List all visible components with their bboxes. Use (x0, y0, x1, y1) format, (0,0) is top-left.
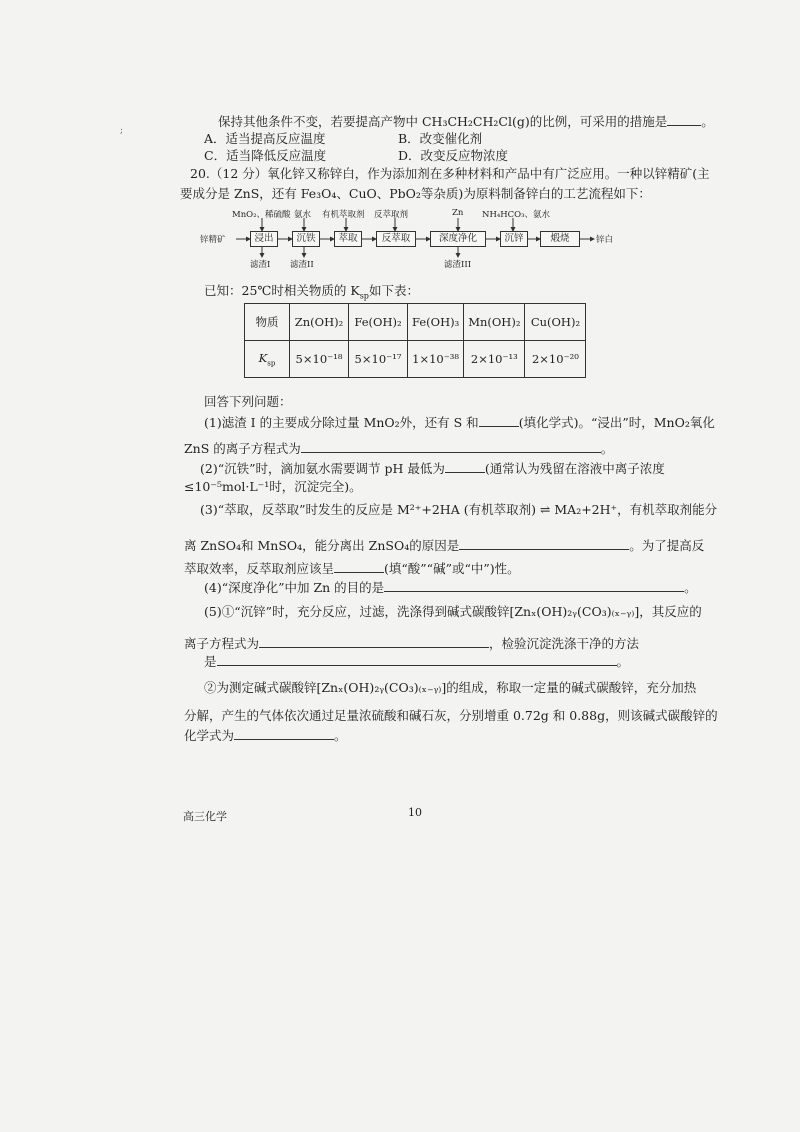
table-header: 物质 (245, 304, 290, 341)
part-2-text-a: (2)“沉铁”时，滴加氨水需要调节 pH 最低为 (200, 461, 445, 476)
option-a: A．适当提高反应温度 (204, 131, 326, 146)
table-header: Cu(OH)₂ (525, 304, 586, 341)
answer-blank[interactable] (445, 461, 485, 473)
ksp-table (244, 303, 586, 378)
known-line (204, 283, 419, 305)
flow-output-3: 滤渣III (444, 260, 472, 270)
part-5b-line-b: 分解，产生的气体依次通过足量浓硫酸和碱石灰，分别增重 0.72g 和 0.88g，则该碱式碳酸锌的 (184, 708, 718, 723)
part-5b-line-c (184, 728, 347, 744)
scan-mark: ; (120, 126, 124, 136)
option-c: C．适当降低反应温度 (204, 148, 327, 163)
q19-line (218, 114, 714, 130)
flow-step-calcination: 煅烧 (540, 231, 580, 247)
answer-blank[interactable] (301, 441, 601, 453)
answer-heading: 回答下列问题： (204, 394, 292, 409)
part-5b-text-c: 化学式为 (184, 728, 235, 743)
answer-blank[interactable] (459, 538, 629, 550)
part-5-line-a: (5)①“沉锌”时，充分反应，过滤，洗涤得到碱式碳酸锌[Znₓ(OH)₂ᵧ(CO₃)₍ₓ₋ᵧ₎]，其反应的 (204, 604, 702, 619)
flow-input-5: Zn (452, 208, 464, 218)
part-1-text-c: ZnS 的离子方程式为 (184, 441, 301, 456)
option-d: D．改变反应物浓度 (398, 148, 509, 163)
part-3-line-a: (3)“萃取，反萃取”时发生的反应是 M²⁺+2HA (有机萃取剂) ⇌ MA₂+2H⁺，有机萃取剂能分 (200, 502, 718, 517)
answer-blank[interactable] (259, 636, 489, 648)
part-1-text-a: (1)滤渣 I 的主要成分除过量 MnO₂外，还有 S 和 (204, 415, 479, 430)
table-cell: 2×10⁻¹³ (464, 341, 525, 378)
known-sub: sp (359, 291, 369, 301)
table-row (245, 341, 586, 378)
q20-intro-2: 要成分是 ZnS，还有 Fe₃O₄、CuO、PbO₂等杂质)为原料制备锌白的工艺流程如下： (180, 186, 651, 201)
ksp-label: K (258, 350, 268, 365)
period: 。 (616, 654, 630, 669)
answer-blank[interactable] (234, 728, 334, 740)
part-2-text-b: (通常认为残留在溶液中离子浓度 (484, 461, 665, 476)
period: 。 (684, 580, 697, 595)
answer-blank[interactable] (334, 561, 384, 573)
part-4-text: (4)“深度净化”中加 Zn 的目的是 (204, 580, 385, 595)
answer-blank[interactable] (479, 415, 519, 427)
known-end: 如下表： (368, 283, 419, 298)
flow-step-deep-purification: 深度净化 (430, 231, 486, 247)
process-flowchart (200, 208, 620, 270)
part-5-text-d: 是 (204, 654, 217, 669)
table-header: Mn(OH)₂ (464, 304, 525, 341)
q19-text: 保持其他条件不变，若要提高产物中 CH₃CH₂CH₂Cl(g)的比例，可采用的措施是 (218, 114, 668, 129)
table-row-label (245, 341, 290, 378)
part-2-line-b: ≤10⁻⁵mol·L⁻¹时，沉淀完全)。 (184, 479, 362, 494)
table-row (245, 304, 586, 341)
answer-blank[interactable] (384, 580, 684, 592)
answer-blank[interactable] (667, 114, 701, 126)
part-2-line-a (200, 461, 665, 477)
flow-start: 锌精矿 (200, 235, 226, 245)
flow-step-extraction: 萃取 (334, 231, 362, 247)
part-1-line-b (184, 441, 613, 457)
table-cell: 1×10⁻³⁸ (408, 341, 464, 378)
part-5-text-b: 离子方程式为 (184, 636, 260, 651)
flow-step-iron-removal: 沉铁 (292, 231, 320, 247)
flow-input-6: NH₄HCO₃、氨水 (482, 210, 551, 220)
table-cell: 2×10⁻²⁰ (525, 341, 586, 378)
table-cell: 5×10⁻¹⁸ (290, 341, 349, 378)
table-header: Fe(OH)₃ (408, 304, 464, 341)
part-5-line-c (204, 654, 629, 670)
footer-subject: 高三化学 (183, 810, 227, 823)
part-3-line-b (184, 538, 704, 554)
page-number: 10 (408, 806, 422, 819)
q20-intro-1: 20.（12 分）氧化锌又称锌白，作为添加剂在多种材料和产品中有广泛应用。一种以锌精矿(主 (190, 166, 710, 181)
flow-input-2: 氨水 (294, 210, 312, 220)
table-cell: 5×10⁻¹⁷ (349, 341, 408, 378)
part-5-text-c: ，检验沉淀洗涤干净的方法 (489, 636, 640, 651)
flow-output-2: 滤渣II (290, 260, 314, 270)
part-5b-line-a: ②为测定碱式碳酸锌[Znₓ(OH)₂ᵧ(CO₃)₍ₓ₋ᵧ₎]的组成，称取一定量的碱式碳酸锌，充分加热 (204, 680, 697, 695)
part-3-text-b: 离 ZnSO₄和 MnSO₄，能分离出 ZnSO₄的原因是 (184, 538, 460, 553)
part-4-line (204, 580, 697, 596)
option-b: B．改变催化剂 (398, 131, 483, 146)
flow-input-1: MnO₂、稀硫酸 (232, 210, 291, 220)
flow-output-1: 滤渣I (250, 260, 271, 270)
flow-step-back-extraction: 反萃取 (376, 231, 416, 247)
flow-end: 锌白 (596, 235, 614, 245)
part-1-text-b: (填化学式)。“浸出”时，MnO₂氧化 (518, 415, 715, 430)
flow-input-4: 反萃取剂 (374, 210, 409, 220)
part-3-text-e: (填“酸”“碱”或“中”)性。 (384, 561, 520, 576)
flow-step-zinc-precipitation: 沉锌 (500, 231, 528, 247)
part-5-line-b (184, 636, 639, 652)
known-text: 已知：25℃时相关物质的 K (204, 283, 360, 298)
part-3-text-d: 萃取效率，反萃取剂应该呈 (184, 561, 335, 576)
period: 。 (334, 728, 347, 743)
period: 。 (600, 441, 614, 456)
part-3-text-c: 。为了提高反 (629, 538, 705, 553)
answer-blank[interactable] (217, 654, 617, 666)
period: 。 (701, 114, 714, 129)
part-3-line-c (184, 561, 520, 577)
part-1-line-a (204, 415, 715, 431)
flow-input-3: 有机萃取剂 (322, 210, 365, 220)
flow-step-leach: 浸出 (250, 231, 278, 247)
ksp-sub: sp (267, 359, 276, 368)
table-header: Fe(OH)₂ (349, 304, 408, 341)
table-header: Zn(OH)₂ (290, 304, 349, 341)
